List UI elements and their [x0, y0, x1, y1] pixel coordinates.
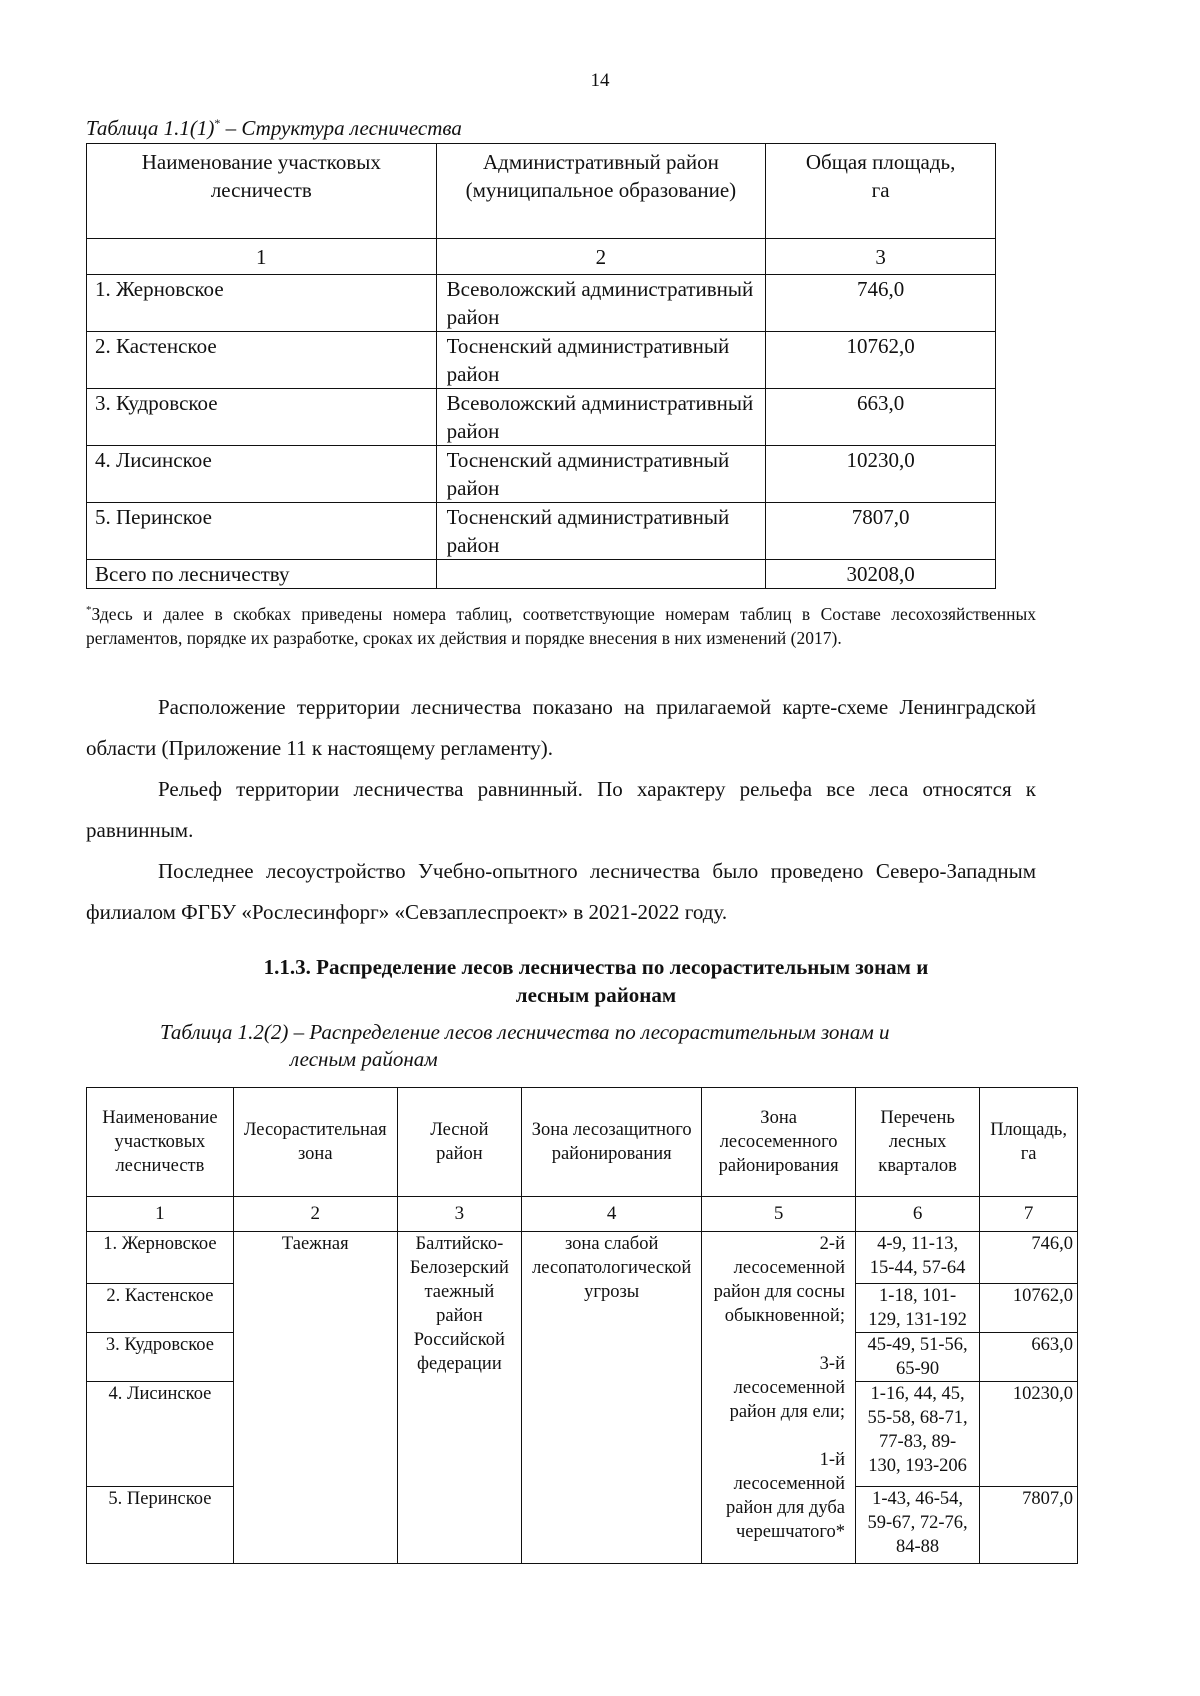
table1-header-cell: Административный район (муниципальное образование) — [436, 144, 766, 239]
forest-zones-table — [86, 1087, 1078, 1564]
table2-caption-line: Таблица 1.2(2) – Распределение лесов лесничества по лесорастительным зонам и — [160, 1020, 890, 1044]
table2-header-row — [87, 1088, 1078, 1197]
table2-header-cell: Зона лесосеменного районирования — [702, 1088, 856, 1197]
forestry-name: 1. Жерновское — [87, 275, 437, 332]
area-value: 7807,0 — [766, 503, 996, 560]
table2-header-cell: Перечень лесных кварталов — [855, 1088, 979, 1197]
table2-header-cell: Лесной район — [397, 1088, 521, 1197]
table-row — [87, 446, 996, 503]
seed-zone-oak: 1-й лесосеменной район для дуба черешчатого* — [726, 1450, 845, 1542]
table2-header-cell: Площадь, га — [980, 1088, 1078, 1197]
area-value: 663,0 — [980, 1333, 1078, 1382]
vegetation-zone: Таежная — [233, 1232, 397, 1564]
forest-protection-zone: зона слабой лесопатологической угрозы — [522, 1232, 702, 1564]
forest-district: Балтийско-Белозерский таежный район Российской федерации — [397, 1232, 521, 1564]
quarters-list: 1-43, 46-54, 59-67, 72-76, 84-88 — [855, 1487, 979, 1564]
area-value: 746,0 — [980, 1232, 1078, 1284]
area-value: 10762,0 — [980, 1284, 1078, 1333]
column-number: 3 — [766, 239, 996, 275]
footnote — [86, 598, 1036, 650]
table-row — [87, 332, 996, 389]
column-number: 6 — [855, 1197, 979, 1232]
admin-district: Тосненский административный район — [436, 503, 766, 560]
area-value: 7807,0 — [980, 1487, 1078, 1564]
area-value: 10762,0 — [766, 332, 996, 389]
column-number: 2 — [436, 239, 766, 275]
forestry-name: 2. Кастенское — [87, 332, 437, 389]
section-heading — [86, 953, 1106, 1009]
column-number: 1 — [87, 239, 437, 275]
table2-header-cell: Наименование участковых лесничеств — [87, 1088, 234, 1197]
column-number: 5 — [702, 1197, 856, 1232]
quarters-list: 1-16, 44, 45, 55-58, 68-71, 77-83, 89-130, 193-206 — [855, 1382, 979, 1487]
admin-district: Всеволожский административный район — [436, 389, 766, 446]
footnote-text: Здесь и далее в скобках приведены номера таблиц, соответствующие номерам таблиц в Составе лесохозяйственных регламентов, порядке их разработке, сроках их действия и порядке внесения в них изменений (2017). — [86, 603, 1036, 648]
quarters-list: 4-9, 11-13, 15-44, 57-64 — [855, 1232, 979, 1284]
column-number: 3 — [397, 1197, 521, 1232]
table-row — [87, 1232, 1078, 1284]
area-value: 663,0 — [766, 389, 996, 446]
page-number: 14 — [590, 70, 610, 91]
table-row — [87, 389, 996, 446]
table2-caption-line: лесным районам — [290, 1047, 438, 1071]
column-number: 1 — [87, 1197, 234, 1232]
admin-district: Тосненский административный район — [436, 446, 766, 503]
forestry-name: 5. Перинское — [87, 1487, 234, 1564]
table1-total-row — [87, 560, 996, 589]
column-number: 2 — [233, 1197, 397, 1232]
table1-header-cell: Наименование участковых лесничеств — [87, 144, 437, 239]
empty-cell — [436, 560, 766, 589]
paragraph-relief: Рельеф территории лесничества равнинный. По характеру рельефа все леса относятся к равнинным. — [86, 777, 1036, 842]
admin-district: Тосненский административный район — [436, 332, 766, 389]
table1-caption-subtitle: – Структура лесничества — [220, 116, 462, 140]
paragraph-location: Расположение территории лесничества показано на прилагаемой карте-схеме Ленинградской области (Приложение 11 к настоящему регламенту). — [86, 695, 1036, 760]
table-row — [87, 503, 996, 560]
table1-header-cell: Общая площадь, га — [766, 144, 996, 239]
forestry-name: 4. Лисинское — [87, 1382, 234, 1487]
section-heading-line: лесным районам — [515, 983, 677, 1007]
table1-caption — [86, 116, 462, 141]
table2-caption — [160, 1019, 1040, 1073]
forestry-name: 4. Лисинское — [87, 446, 437, 503]
table1-caption-title: Таблица 1.1(1) — [86, 116, 215, 140]
footnote-mark: * — [86, 604, 92, 616]
table-row — [87, 275, 996, 332]
paragraph-inventory: Последнее лесоустройство Учебно-опытного лесничества было проведено Северо-Западным филиалом ФГБУ «Рослесинфорг» «Севзаплеспроект» в 2021-2022 году. — [86, 859, 1036, 924]
table2-header-cell: Лесорастительная зона — [233, 1088, 397, 1197]
admin-district: Всеволожский административный район — [436, 275, 766, 332]
area-value: 10230,0 — [766, 446, 996, 503]
total-label: Всего по лесничеству — [87, 560, 437, 589]
area-value: 10230,0 — [980, 1382, 1078, 1487]
table1-header-row — [87, 144, 996, 239]
table2-header-cell: Зона лесозащитного районирования — [522, 1088, 702, 1197]
table1-caption-footnote-mark: * — [214, 116, 221, 130]
table1-column-number-row — [87, 239, 996, 275]
quarters-list: 45-49, 51-56, 65-90 — [855, 1333, 979, 1382]
column-number: 4 — [522, 1197, 702, 1232]
forestry-name: 2. Кастенское — [87, 1284, 234, 1333]
forestry-structure-table — [86, 143, 996, 589]
seed-zone-pine: 2-й лесосеменной район для сосны обыкновенной; — [713, 1234, 845, 1326]
seed-zoning — [702, 1232, 856, 1564]
total-value: 30208,0 — [766, 560, 996, 589]
forestry-name: 1. Жерновское — [87, 1232, 234, 1284]
section-heading-line: 1.1.3. Распределение лесов лесничества по лесорастительным зонам и — [263, 955, 929, 979]
table2-column-number-row — [87, 1197, 1078, 1232]
forestry-name: 3. Кудровское — [87, 1333, 234, 1382]
area-value: 746,0 — [766, 275, 996, 332]
column-number: 7 — [980, 1197, 1078, 1232]
forestry-name: 5. Перинское — [87, 503, 437, 560]
quarters-list: 1-18, 101-129, 131-192 — [855, 1284, 979, 1333]
forestry-name: 3. Кудровское — [87, 389, 437, 446]
seed-zone-spruce: 3-й лесосеменной район для ели; — [729, 1354, 845, 1422]
